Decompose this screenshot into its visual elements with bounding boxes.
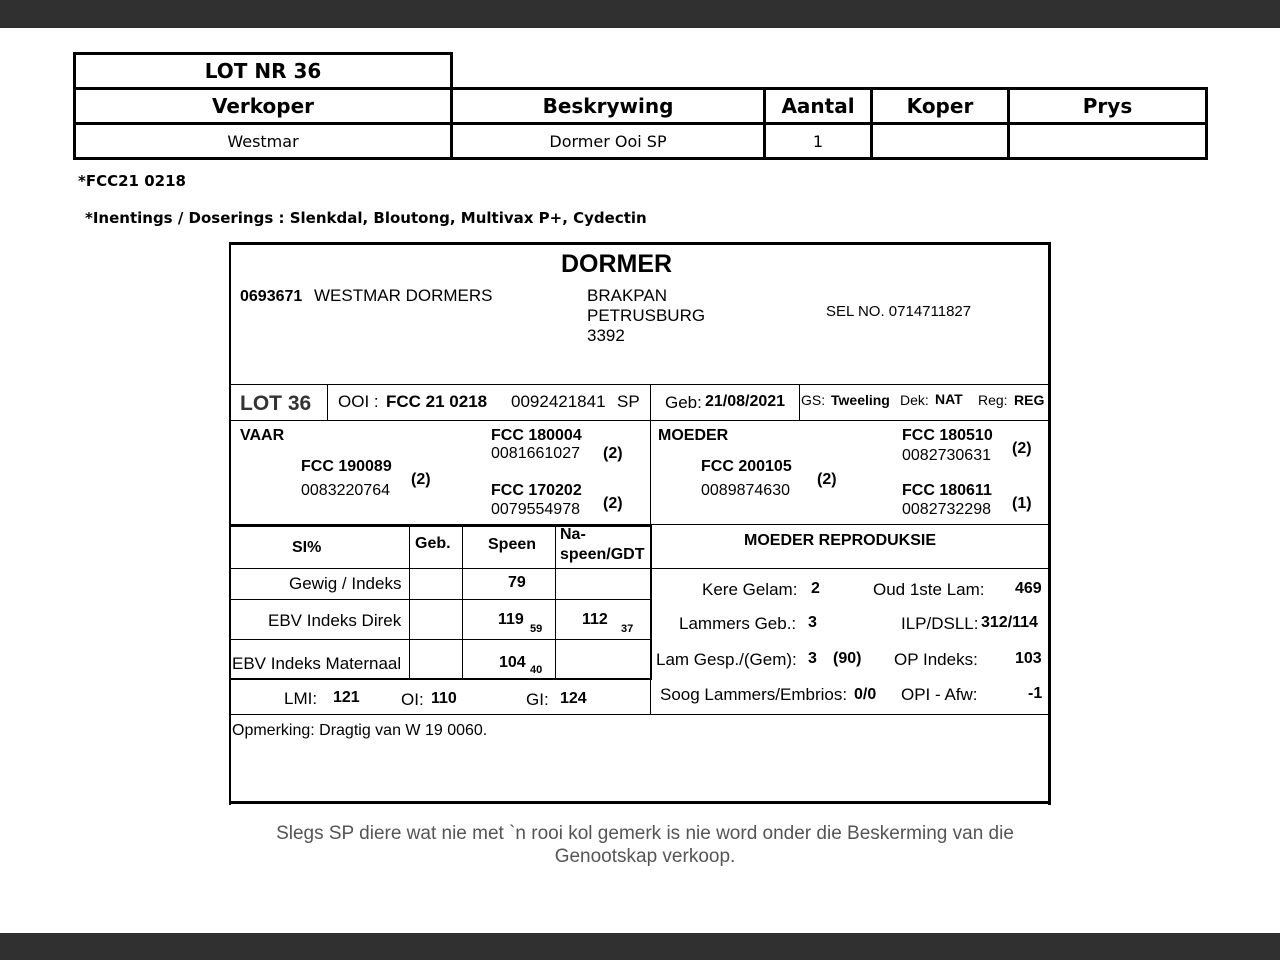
vaar-label: VAAR bbox=[240, 427, 285, 444]
rule-si-row1 bbox=[231, 599, 650, 600]
sire-sire-id: FCC 180004 bbox=[491, 427, 582, 444]
soog-label: Soog Lammers/Embrios: bbox=[660, 685, 848, 704]
rule-lot-bottom bbox=[231, 420, 1049, 421]
sire-number: 0083220764 bbox=[301, 482, 390, 499]
breeder-name: WESTMAR DORMERS bbox=[314, 286, 493, 305]
si-row-na-acc: 37 bbox=[621, 623, 634, 635]
oi-label: OI: bbox=[401, 690, 424, 709]
si-box-bottom bbox=[229, 678, 652, 680]
rule-lot-v3 bbox=[799, 384, 800, 420]
ooi-label: OOI : bbox=[338, 392, 379, 411]
rule-indices-v bbox=[650, 678, 651, 714]
na-header-1: Na- bbox=[560, 526, 586, 543]
address-line-3: 3392 bbox=[587, 326, 625, 345]
si-header: SI% bbox=[292, 539, 322, 556]
opi-label: OPI - Afw: bbox=[901, 685, 978, 704]
gs-label: GS: bbox=[801, 392, 826, 408]
bottom-bar bbox=[0, 933, 1280, 960]
sel-number: SEL NO. 0714711827 bbox=[826, 303, 972, 320]
dam-dam-grade: (1) bbox=[1012, 495, 1032, 512]
address-line-1: BRAKPAN bbox=[587, 286, 667, 305]
si-row-speen-acc: 40 bbox=[530, 664, 543, 676]
lammers-label: Lammers Geb.: bbox=[679, 614, 797, 633]
rule-lot-top bbox=[231, 384, 1049, 385]
dek-label: Dek: bbox=[900, 392, 929, 408]
si-row-label: EBV Indeks Direk bbox=[268, 611, 402, 630]
footer-note bbox=[240, 822, 1050, 868]
reg-label: Reg: bbox=[978, 392, 1008, 408]
dam-sire-grade: (2) bbox=[1012, 440, 1032, 457]
rule-indices-bottom bbox=[231, 714, 1049, 715]
sire-sire-number: 0081661027 bbox=[491, 445, 580, 462]
ilp-value: 312/114 bbox=[981, 614, 1038, 631]
lmi-label: LMI: bbox=[284, 689, 318, 708]
gi-label: GI: bbox=[526, 690, 549, 709]
sire-dam-number: 0079554978 bbox=[491, 501, 580, 518]
cell-prys bbox=[1007, 122, 1208, 160]
dek-value: NAT bbox=[935, 391, 963, 407]
repro-title: MOEDER REPRODUKSIE bbox=[744, 532, 937, 549]
geb-value: 21/08/2021 bbox=[705, 393, 786, 410]
card-lot: LOT 36 bbox=[240, 392, 312, 415]
sire-sire-grade: (2) bbox=[603, 445, 623, 462]
gesp-gem-value: (90) bbox=[833, 650, 862, 667]
si-box-top bbox=[229, 525, 652, 527]
dam-number: 0089874630 bbox=[701, 482, 790, 499]
sire-id: FCC 190089 bbox=[301, 458, 392, 475]
breeder-number: 0693671 bbox=[240, 288, 303, 305]
dam-grade: (2) bbox=[817, 471, 837, 488]
footer-line-2: Genootskap verkoop. bbox=[554, 846, 736, 867]
cell-beskrywing: Dormer Ooi SP bbox=[450, 122, 766, 160]
card-border-top bbox=[229, 242, 1051, 245]
oi-value: 110 bbox=[431, 690, 457, 707]
header-beskrywing: Beskrywing bbox=[450, 87, 766, 125]
kere-label: Kere Gelam: bbox=[702, 580, 798, 599]
rule-si-v1 bbox=[409, 525, 410, 679]
cell-aantal: 1 bbox=[763, 122, 873, 160]
op-label: OP Indeks: bbox=[894, 650, 978, 669]
rule-lot-v2 bbox=[650, 384, 651, 524]
si-row-na: 112 bbox=[582, 611, 608, 628]
si-row-speen: 104 bbox=[499, 654, 526, 671]
dam-dam-id: FCC 180611 bbox=[902, 482, 992, 499]
sire-dam-id: FCC 170202 bbox=[491, 482, 582, 499]
si-row-speen: 79 bbox=[508, 574, 526, 591]
si-row-speen-acc: 59 bbox=[530, 623, 543, 635]
rule-lot-v1 bbox=[327, 384, 328, 420]
si-row-speen: 119 bbox=[498, 611, 524, 628]
rule-si-v2 bbox=[462, 525, 463, 679]
inentings-note: *Inentings / Doserings : Slenkdal, Bloutong, Multivax P+, Cydectin bbox=[85, 209, 647, 227]
sire-dam-grade: (2) bbox=[603, 495, 623, 512]
gesp-value: 3 bbox=[808, 650, 817, 667]
dam-sire-number: 0082730631 bbox=[902, 447, 991, 464]
lot-number: LOT NR 36 bbox=[73, 52, 453, 90]
remark: Opmerking: Dragtig van W 19 0060. bbox=[232, 722, 488, 739]
ilp-label: ILP/DSLL: bbox=[901, 614, 979, 633]
ooi-reg: 0092421841 bbox=[511, 392, 606, 411]
moeder-label: MOEDER bbox=[658, 427, 729, 444]
speen-header: Speen bbox=[488, 536, 537, 553]
kere-value: 2 bbox=[811, 580, 820, 597]
si-box-right bbox=[650, 525, 652, 680]
gs-value: Tweeling bbox=[831, 392, 890, 408]
top-bar bbox=[0, 0, 1280, 28]
geb-label: Geb: bbox=[665, 393, 702, 412]
opi-value: -1 bbox=[1028, 685, 1043, 702]
fcc-note: *FCC21 0218 bbox=[78, 172, 186, 190]
cell-koper bbox=[870, 122, 1010, 160]
lammers-value: 3 bbox=[808, 614, 817, 631]
gi-value: 124 bbox=[560, 690, 587, 707]
si-row-label: EBV Indeks Maternaal bbox=[232, 654, 402, 673]
address-line-2: PETRUSBURG bbox=[587, 306, 706, 325]
header-aantal: Aantal bbox=[763, 87, 873, 125]
rule-si-row2 bbox=[231, 639, 650, 640]
soog-value: 0/0 bbox=[854, 686, 877, 703]
dam-id: FCC 200105 bbox=[701, 458, 792, 475]
ooi-class: SP bbox=[617, 392, 640, 411]
oud-value: 469 bbox=[1015, 580, 1042, 597]
footer-line-1: Slegs SP diere wat nie met `n rooi kol gemerk is nie word onder die Beskerming van die bbox=[276, 823, 1014, 844]
gesp-label: Lam Gesp./(Gem): bbox=[656, 650, 797, 669]
header-koper: Koper bbox=[870, 87, 1010, 125]
lmi-value: 121 bbox=[333, 689, 360, 706]
reg-value: REG bbox=[1014, 392, 1045, 408]
cell-verkoper: Westmar bbox=[73, 122, 453, 160]
oud-label: Oud 1ste Lam: bbox=[873, 580, 985, 599]
si-row-label: Gewig / Indeks bbox=[289, 574, 402, 593]
rule-si-v3 bbox=[555, 525, 556, 679]
na-header-2: speen/GDT bbox=[560, 546, 645, 563]
header-prys: Prys bbox=[1007, 87, 1208, 125]
dam-sire-id: FCC 180510 bbox=[902, 427, 993, 444]
header-verkoper: Verkoper bbox=[73, 87, 453, 125]
card-border-bottom bbox=[229, 801, 1049, 804]
rule-si-header bbox=[231, 568, 1049, 569]
sire-grade: (2) bbox=[411, 471, 431, 488]
op-value: 103 bbox=[1015, 650, 1042, 667]
geb-header: Geb. bbox=[415, 535, 451, 552]
dam-dam-number: 0082732298 bbox=[902, 501, 991, 518]
breed-title: DORMER bbox=[561, 250, 673, 278]
ooi-id: FCC 21 0218 bbox=[386, 392, 488, 411]
